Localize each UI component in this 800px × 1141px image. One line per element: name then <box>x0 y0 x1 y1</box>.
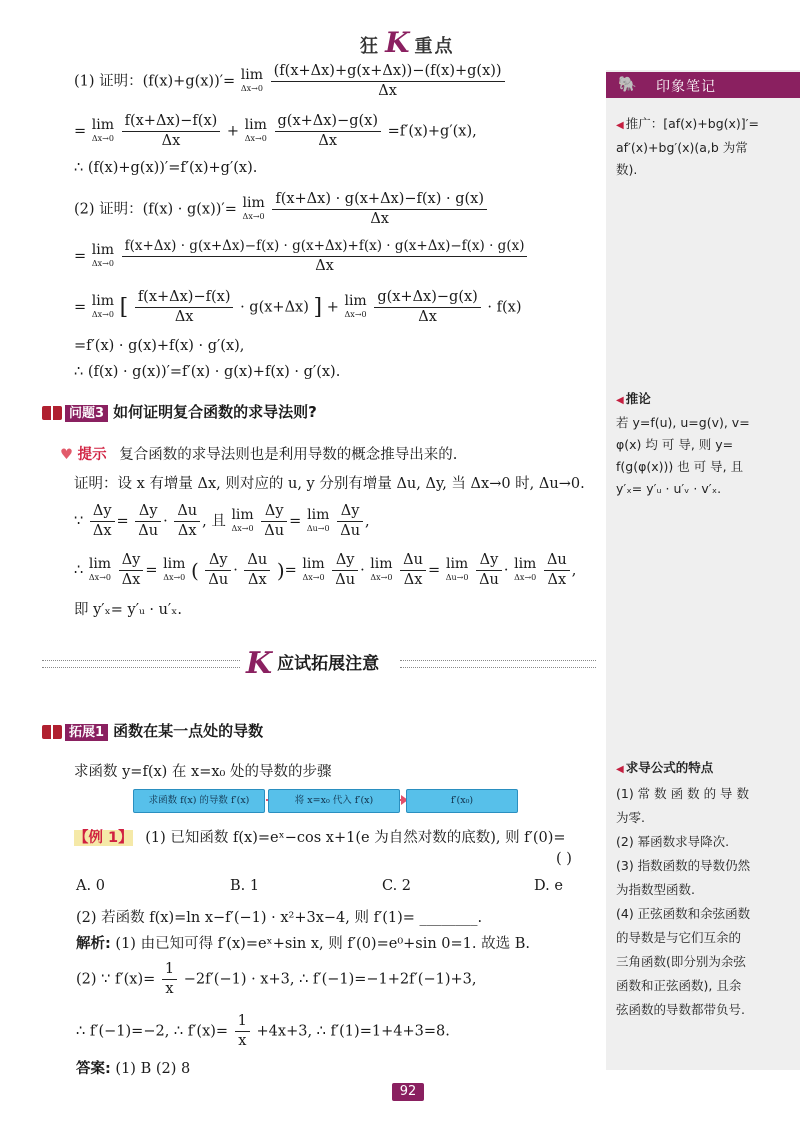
hint-text: 复合函数的求导法则也是利用导数的概念推导出来的. <box>119 447 458 463</box>
question-title: 如何证明复合函数的求导法则? <box>113 403 317 421</box>
note-line: 弦函数的导数都带负号. <box>616 1002 745 1017</box>
solution-text: (1) 由已知可得 f′(x)=eˣ+sin x, 则 f′(0)=e⁰+sin 0=1. 故选 B. <box>115 936 530 952</box>
section-k-logo: K <box>246 646 273 681</box>
hint-line <box>60 443 457 464</box>
note-label: 推广 <box>625 116 651 131</box>
sidebar-note-formula-features <box>616 756 792 1022</box>
note-line: (2) 幂函数求导降次. <box>616 834 730 849</box>
limit: lim Δu→0 <box>306 506 330 533</box>
header-title-right: 重点 <box>414 36 455 57</box>
composite-proof-line-2: ∵ $\frac{\Delta y}{\Delta x}$ = $\frac{\Delta y}{\Delta u}$ · $\frac{\Delta u}{\Delta x}$ , 且 lim Δx→0 $\frac{\Delta y}{\Delta u}$ = lim Δu→0 $\frac{\Delta y}{\Delta u}$ , <box>74 503 370 539</box>
question-label: 问题3 <box>65 405 108 422</box>
fraction: $\frac{f(x+\Delta x) \cdot g(x+\Delta x)-f(x) \cdot g(x+\Delta x)+f(x) \cdot g(x+\Delta x)-f(x) \cdot g(x)}{\Delta x}$ <box>122 237 528 276</box>
hint-icon: ♥ <box>60 447 73 463</box>
proof-text: · f(x) <box>487 299 522 316</box>
triangle-icon: ◀ <box>616 764 624 775</box>
flow-step-3: f′(x₀) <box>406 789 518 813</box>
note-line: (3) 指数函数的导数仍然 <box>616 858 751 873</box>
page-header <box>360 26 480 62</box>
limit: lim Δx→0 <box>242 194 265 221</box>
proof-1-line-1 <box>74 62 507 101</box>
note-line: 为指数型函数. <box>616 882 695 897</box>
example-1-question-1 <box>74 826 566 847</box>
fraction: $\frac{g(x+\Delta x)-g(x)}{\Delta x}$ <box>374 288 481 327</box>
proof-label: (1) 证明：(f(x)+g(x))′= <box>74 73 236 90</box>
limit: lim Δx→0 <box>88 555 112 582</box>
note-line: 函数和正弦函数), 且余 <box>616 978 742 993</box>
solution-line-3: ∴ f′(−1)=−2, ∴ f′(x)= $\frac{1}{x}$ +4x+3, ∴ f′(1)=1+4+3=8. <box>76 1013 450 1049</box>
note-line: 三角函数(即分别为余弦 <box>616 954 746 969</box>
proof-2-line-3: = lim Δx→0 [ $\frac{f(x+\Delta x)-f(x)}{\Delta x}$ · g(x+Δx) ] + lim Δx→0 $\frac{g(x+\Delta x)-g(x)}{\Delta x}$ · f(x) <box>74 289 522 325</box>
fraction: $\frac{\Delta u}{\Delta x}$ <box>244 551 270 590</box>
limit: lim Δx→0 <box>514 555 537 582</box>
proof-label: (2) 证明：(f(x) · g(x))′= <box>74 201 237 218</box>
proof-text: =f′(x)+g′(x), <box>387 123 477 140</box>
hint-label: 提示 <box>77 447 107 463</box>
note-line: 为零. <box>616 810 645 825</box>
proof-1-conclusion: ∴ (f(x)+g(x))′=f′(x)+g′(x). <box>74 160 258 176</box>
note-line: φ(x) 均 可 导, 则 y= <box>616 437 734 452</box>
fraction: $\frac{\Delta u}{\Delta x}$ <box>400 551 426 590</box>
flow-step-2: 将 x=x₀ 代入 f′(x) <box>268 789 400 813</box>
limit: lim Δx→0 <box>91 116 114 143</box>
note-line: af′(x)+bg′(x)(a,b 为常 <box>616 140 748 155</box>
fraction: $\frac{f(x+\Delta x)-f(x)}{\Delta x}$ <box>122 112 221 151</box>
note-line: ：[af(x)+bg(x)]′= <box>650 116 759 131</box>
fraction: $\frac{\Delta y}{\Delta u}$ <box>135 502 161 541</box>
composite-proof-line-1: 证明：设 x 有增量 Δx, 则对应的 u, y 分别有增量 Δu, Δy, 当 Δx→0 时, Δu→0. <box>74 476 585 492</box>
option-c: C. 2 <box>382 878 412 894</box>
limit: lim Δx→0 <box>163 555 186 582</box>
note-line: y′ₓ= y′ᵤ · u′ᵥ · v′ₓ. <box>616 481 722 496</box>
page-number: 92 <box>392 1083 424 1101</box>
limit: lim Δx→0 <box>91 292 114 319</box>
fraction: $\frac{\Delta y}{\Delta u}$ <box>337 502 363 541</box>
limit: lim Δu→0 <box>445 555 469 582</box>
option-d: D. e <box>534 878 563 894</box>
note-line: (1) 常 数 函 数 的 导 数 <box>616 786 750 801</box>
sidebar-note-corollary <box>616 388 792 500</box>
proof-text: · g(x+Δx) <box>240 299 309 316</box>
composite-proof-conclusion: 即 y′ₓ= y′ᵤ · u′ₓ. <box>74 602 182 618</box>
flow-step-1: 求函数 f(x) 的导数 f′(x) <box>133 789 265 813</box>
fraction: $\frac{\Delta y}{\Delta x}$ <box>90 502 115 541</box>
fraction: $\frac{\Delta y}{\Delta x}$ <box>119 551 144 590</box>
sidebar-title: 印象笔记 <box>656 79 716 95</box>
header-title-left: 狂 <box>360 36 380 57</box>
note-label: 求导公式的特点 <box>625 760 714 775</box>
answer-line <box>76 1057 190 1078</box>
fraction: $\frac{\Delta y}{\Delta u}$ <box>476 551 502 590</box>
section-heading <box>246 646 379 681</box>
solution-line-1 <box>76 932 530 953</box>
fraction: $\frac{g(x+\Delta x)-g(x)}{\Delta x}$ <box>275 112 382 151</box>
proof-2-line-1 <box>74 190 489 229</box>
fraction: $\frac{1}{x}$ <box>235 1012 250 1051</box>
extension-label: 拓展1 <box>65 724 108 741</box>
fraction: $\frac{f(x+\Delta x)-f(x)}{\Delta x}$ <box>135 288 234 327</box>
section-divider-right <box>400 660 596 668</box>
option-a: A. 0 <box>76 878 105 894</box>
question-text: (1) 已知函数 f(x)=eˣ−cos x+1(e 为自然对数的底数), 则 f′(0)= <box>145 830 566 846</box>
header-k-logo: K <box>385 26 410 59</box>
fraction: $\frac{f(x+\Delta x) \cdot g(x+\Delta x)-f(x) \cdot g(x)}{\Delta x}$ <box>272 190 487 229</box>
note-line: f(g(φ(x))) 也 可 导, 且 <box>616 459 744 474</box>
answer-label: 答案: <box>76 1061 111 1077</box>
flow-arrow-icon <box>400 799 402 801</box>
example-1-question-2: (2) 若函数 f(x)=ln x−f′(−1) · x²+3x−4, 则 f′(1)= ________. <box>76 910 483 926</box>
proof-1-line-2: = lim Δx→0 $\frac{f(x+\Delta x)-f(x)}{\Delta x}$ + lim Δx→0 $\frac{g(x+\Delta x)-g(x)}{\Delta x}$ =f′(x)+g′(x), <box>74 113 477 149</box>
note-line: 的导数是与它们互余的 <box>616 930 742 945</box>
fraction: $\frac{\Delta u}{\Delta x}$ <box>544 551 570 590</box>
limit: lim Δx→0 <box>370 555 393 582</box>
answer-text: (1) B (2) 8 <box>115 1061 191 1077</box>
fraction: $\frac{\Delta u}{\Delta x}$ <box>174 502 200 541</box>
fraction: $\frac{(f(x+\Delta x)+g(x+\Delta x))-(f(x)+g(x))}{\Delta x}$ <box>271 62 505 101</box>
solution-label: 解析: <box>76 936 111 952</box>
limit: lim Δx→0 <box>344 292 367 319</box>
triangle-icon: ◀ <box>616 395 624 406</box>
section-divider-left <box>42 660 240 668</box>
proof-2-line-4: =f′(x) · g(x)+f(x) · g′(x), <box>74 338 245 354</box>
composite-proof-line-3: ∴ lim Δx→0 $\frac{\Delta y}{\Delta x}$ = lim Δx→0 ( $\frac{\Delta y}{\Delta u}$ · $\frac{\Delta u}{\Delta x}$ )= lim Δx→0 $\frac{\Delta y}{\Delta u}$ · lim Δx→0 $\frac{\Delta u}{\Delta x}$ = lim Δu→0 $\frac{\Delta y}{\Delta u}$ · lim Δx→0 $\frac{\Delta u}{\Delta x}$ , <box>74 552 577 588</box>
elephant-icon: 🐘 <box>618 75 637 93</box>
question-3-heading <box>42 401 317 422</box>
note-label: 推论 <box>625 391 651 406</box>
proof-2-conclusion: ∴ (f(x) · g(x))′=f′(x) · g(x)+f(x) · g′(x). <box>74 364 341 380</box>
note-line: 数). <box>616 162 638 177</box>
limit: lim Δx→0 <box>231 506 254 533</box>
proof-2-line-2: = lim Δx→0 $\frac{f(x+\Delta x) \cdot g(x+\Delta x)-f(x) \cdot g(x+\Delta x)+f(x) \cdot g(x+\Delta x)-f(x) \cdot g(x)}{\Delta x}$ <box>74 237 529 276</box>
fraction: $\frac{1}{x}$ <box>162 960 177 999</box>
fraction: $\frac{\Delta y}{\Delta u}$ <box>205 551 231 590</box>
note-line: (4) 正弦函数和余弦函数 <box>616 906 751 921</box>
limit: lim Δx→0 <box>91 241 114 268</box>
limit: lim Δx→0 <box>302 555 325 582</box>
note-line: 若 y=f(u), u=g(v), v= <box>616 415 750 430</box>
example-label: 【例 1】 <box>74 830 133 846</box>
fraction: $\frac{\Delta y}{\Delta u}$ <box>332 551 358 590</box>
limit: lim Δx→0 <box>244 116 267 143</box>
book-icon <box>42 406 62 420</box>
answer-parentheses: ( ) <box>556 851 572 867</box>
sidebar-note-generalization <box>616 113 792 181</box>
option-b: B. 1 <box>230 878 260 894</box>
book-icon <box>42 725 62 739</box>
solution-line-2: (2) ∵ f′(x)= $\frac{1}{x}$ −2f′(−1) · x+3, ∴ f′(−1)=−1+2f′(−1)+3, <box>76 961 477 997</box>
sidebar-header <box>606 72 800 98</box>
fraction: $\frac{\Delta y}{\Delta u}$ <box>261 502 287 541</box>
extension-intro: 求函数 y=f(x) 在 x=x₀ 处的导数的步骤 <box>74 764 332 780</box>
extension-1-heading <box>42 720 263 741</box>
limit: lim Δx→0 <box>240 66 264 93</box>
section-title: 应试拓展注意 <box>277 654 380 674</box>
extension-title: 函数在某一点处的导数 <box>113 722 264 740</box>
triangle-icon: ◀ <box>616 120 624 131</box>
